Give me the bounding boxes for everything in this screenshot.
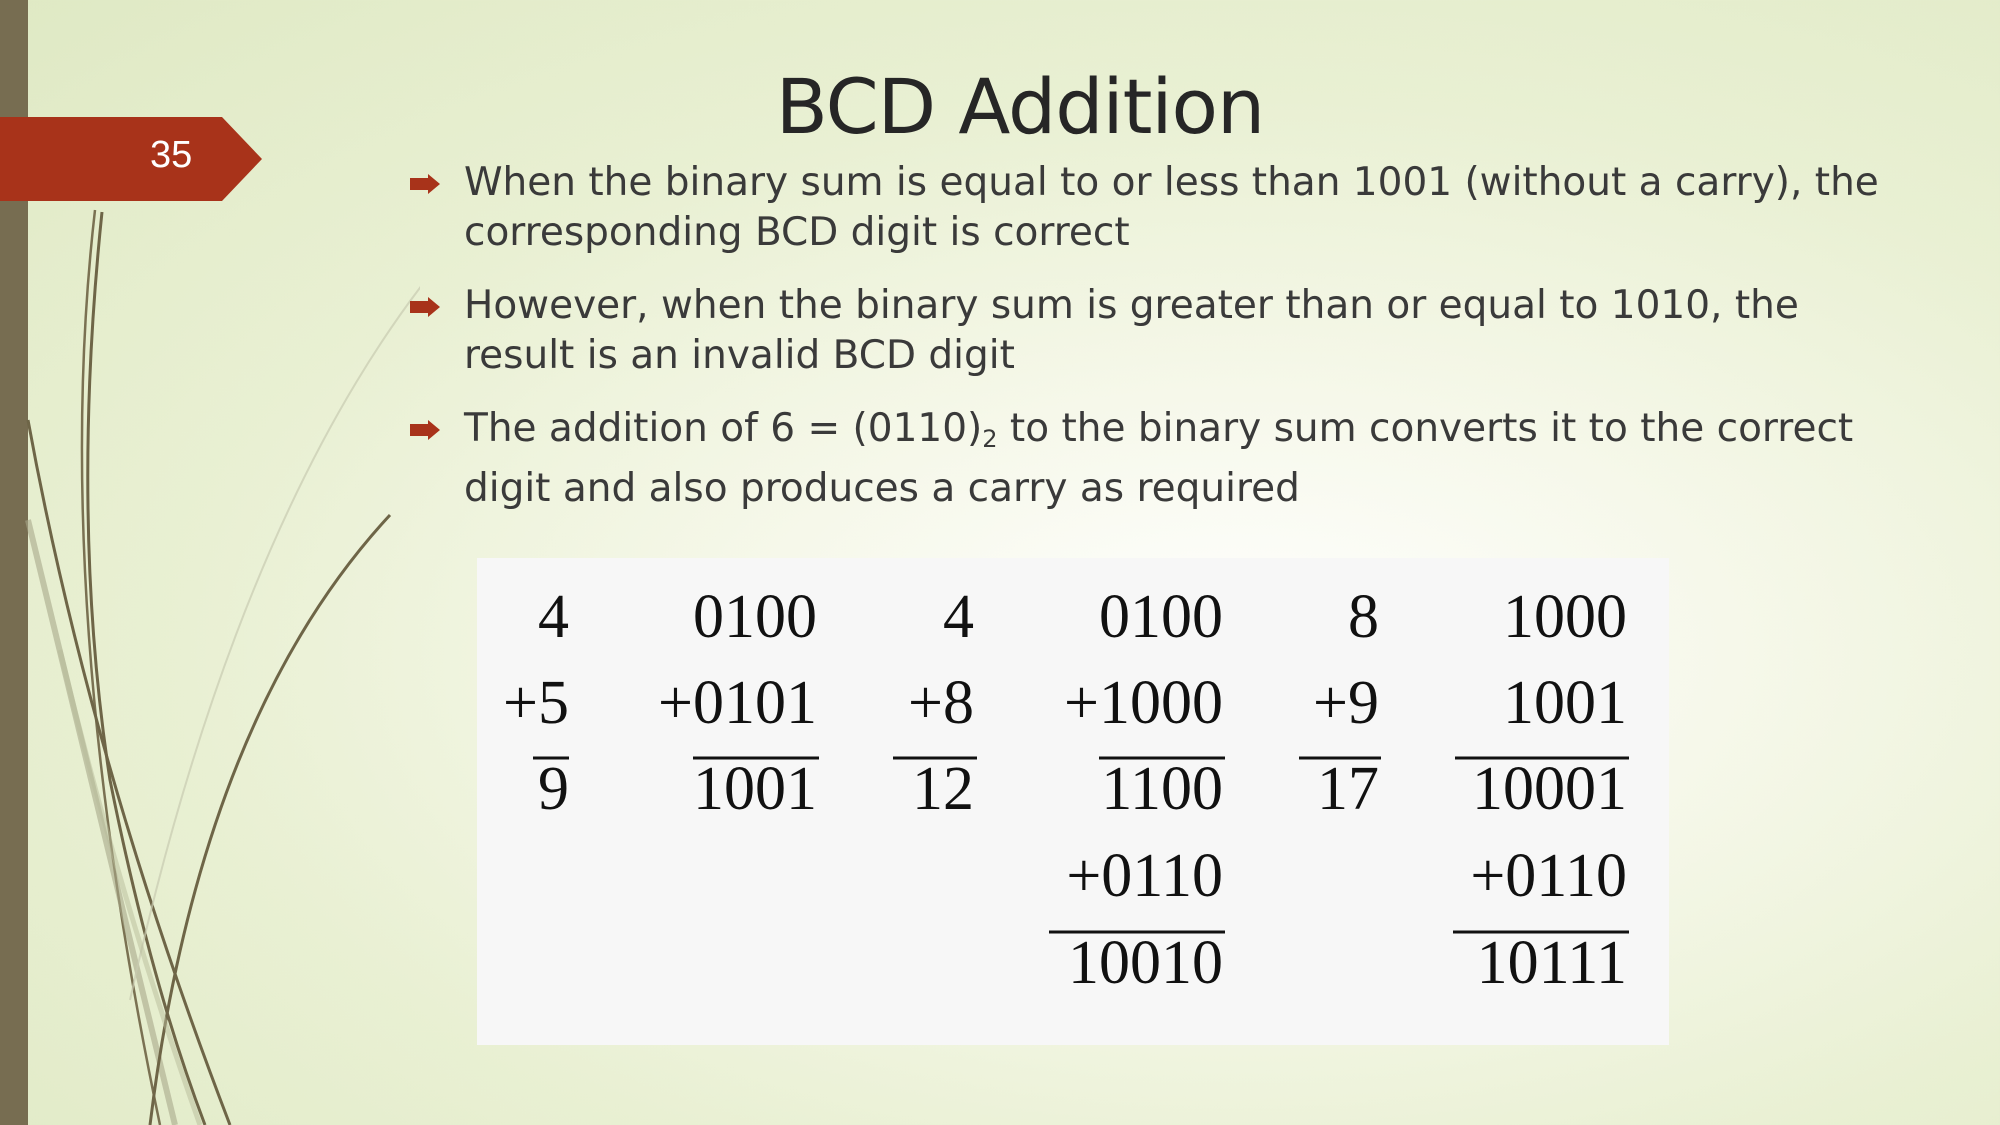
bullet-text: However, when the binary sum is greater than or equal to 1010, the result is an invalid BCD digit (464, 283, 1799, 378)
bullet-item (410, 404, 1910, 514)
ex2-binary-result: 10010 (1068, 929, 1223, 997)
bullet-text-continued: to the binary sum converts it to the correct digit and also produces a carry as required (464, 406, 1854, 511)
ex2-binary-b: +1000 (1064, 669, 1223, 737)
ex2-decimal-b: +8 (908, 669, 974, 737)
ex2-decimal-sum: 12 (912, 755, 974, 823)
ex3-binary-add-six: +0110 (1470, 842, 1627, 910)
ex3-decimal-a: 8 (1348, 583, 1379, 651)
bullet-item (410, 158, 1910, 258)
ex2-decimal-a: 4 (943, 583, 974, 651)
bullet-list (410, 158, 1910, 537)
bullet-text: When the binary sum is equal to or less than 1001 (without a carry), the corresponding BCD digit is correct (464, 160, 1879, 255)
bullet-subscript: 2 (982, 425, 998, 453)
ex3-binary-sum: 10001 (1472, 755, 1627, 823)
ex3-binary-a: 1000 (1503, 583, 1627, 651)
ex1-decimal-b: +5 (503, 669, 569, 737)
ex1-decimal-sum: 9 (538, 755, 569, 823)
bullet-arrow-icon (410, 297, 440, 317)
ex3-decimal-b: +9 (1313, 669, 1379, 737)
ex1-binary-sum: 1001 (693, 755, 817, 823)
ex1-binary-a: 0100 (693, 583, 817, 651)
ex3-decimal-sum: 17 (1317, 755, 1379, 823)
ex3-binary-b: 1001 (1503, 669, 1627, 737)
ex2-binary-a: 0100 (1099, 583, 1223, 651)
bullet-arrow-icon (410, 174, 440, 194)
slide-number: 35 (150, 134, 193, 176)
bullet-text: The addition of 6 = (0110) (464, 406, 983, 451)
bullet-item (410, 281, 1910, 381)
bullet-arrow-icon (410, 420, 440, 440)
ex2-binary-sum: 1100 (1101, 755, 1223, 823)
slide-title: BCD Addition (775, 62, 1265, 151)
ex2-binary-add-six: +0110 (1066, 842, 1223, 910)
ex3-binary-result: 10111 (1476, 929, 1627, 997)
bcd-addition-examples-figure (477, 558, 1669, 1045)
ex1-decimal-a: 4 (538, 583, 569, 651)
ex1-binary-b: +0101 (658, 669, 817, 737)
